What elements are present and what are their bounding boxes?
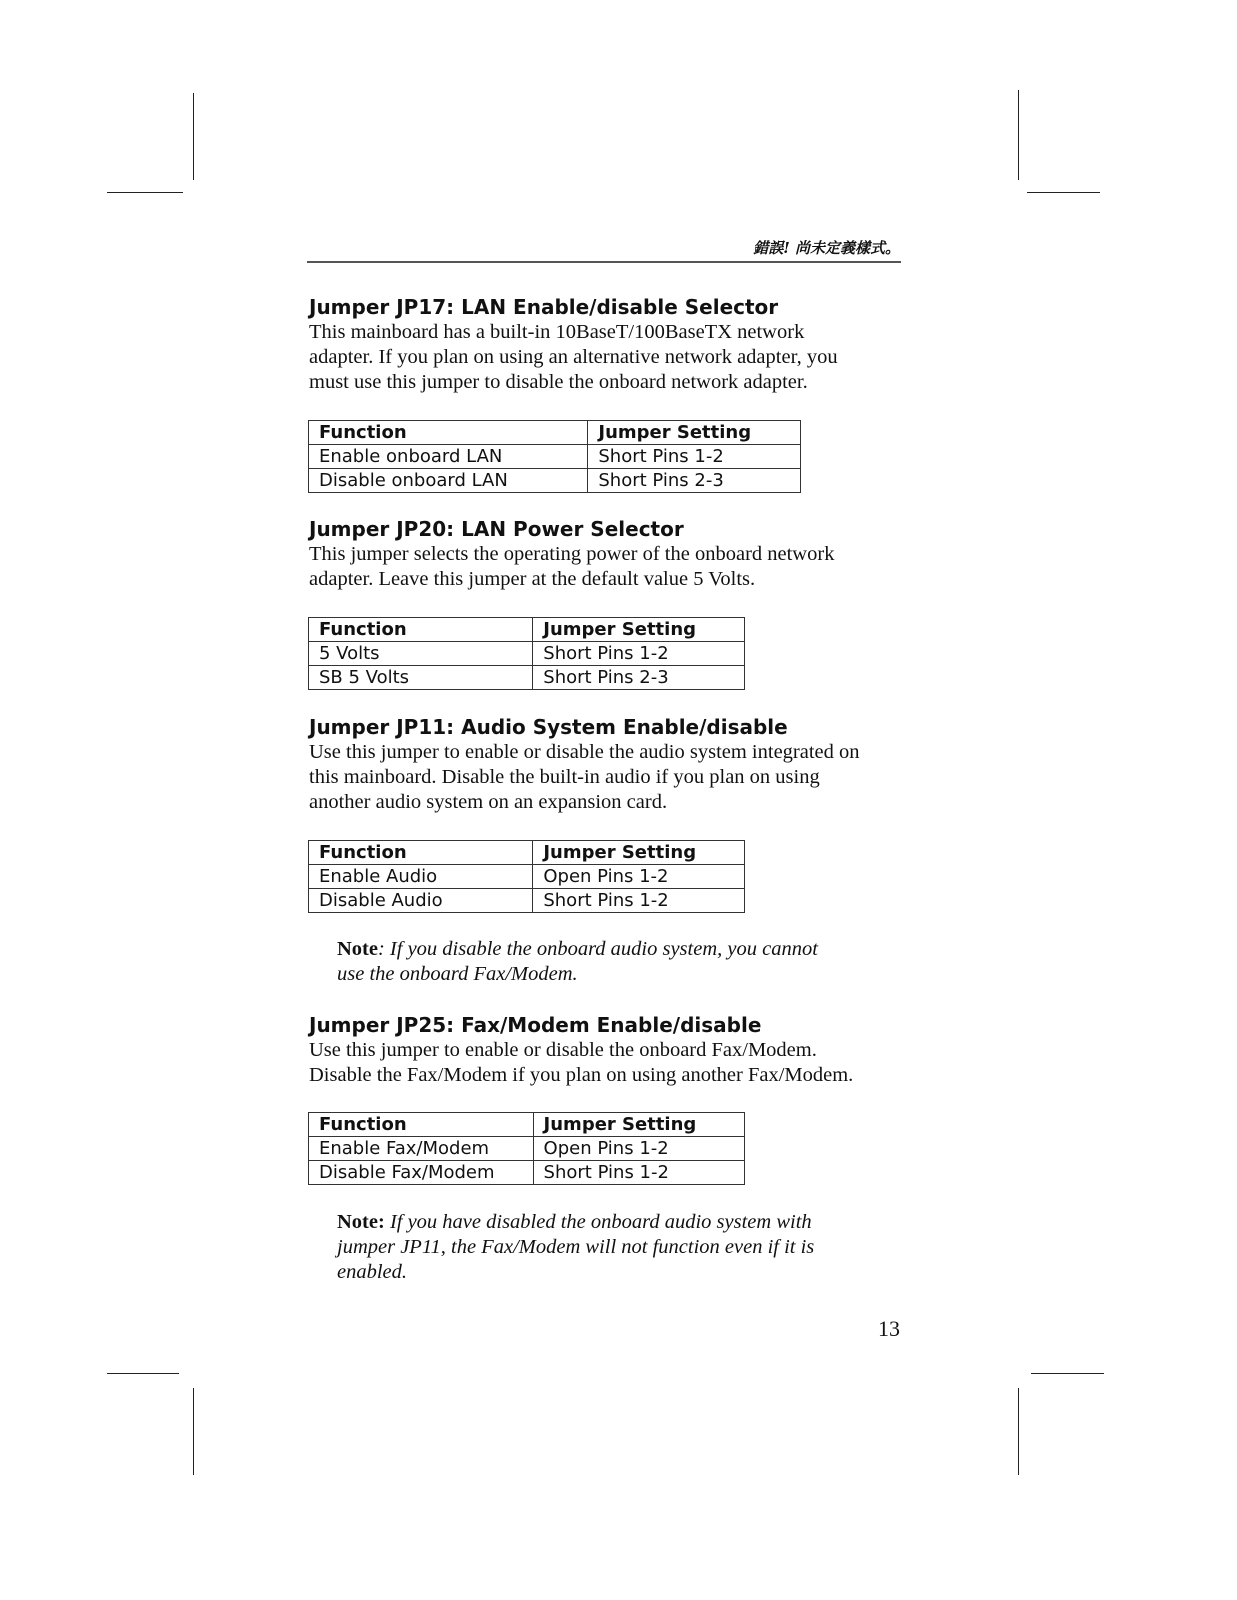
- table-header-cell: Function: [309, 618, 533, 642]
- section-heading-jp25: Jumper JP25: Fax/Modem Enable/disable: [309, 1013, 762, 1037]
- crop-mark: [193, 1388, 194, 1475]
- paragraph-line: This jumper selects the operating power of the onboard network: [309, 543, 835, 565]
- crop-mark: [1027, 192, 1100, 193]
- table-cell: Disable Fax/Modem: [309, 1161, 534, 1185]
- table-cell: 5 Volts: [309, 642, 533, 666]
- paragraph-line: adapter. If you plan on using an alternative network adapter, you: [309, 346, 838, 368]
- note-text: If you have disabled the onboard audio system with: [384, 1211, 812, 1233]
- note-label: Note: [337, 938, 378, 960]
- table-row: [309, 642, 745, 666]
- crop-mark: [107, 192, 183, 193]
- table-cell: Open Pins 1-2: [533, 1137, 744, 1161]
- running-header: 錯誤! 尚未定義樣式。: [753, 239, 900, 257]
- note-line: [337, 1210, 814, 1235]
- table-row: [309, 445, 801, 469]
- table-header-cell: Jumper Setting: [533, 841, 745, 865]
- crop-mark: [1018, 1388, 1019, 1475]
- note-label: Note:: [337, 1211, 385, 1233]
- table-cell: Short Pins 2-3: [533, 666, 745, 690]
- section-heading-jp17: Jumper JP17: LAN Enable/disable Selector: [309, 295, 779, 319]
- table-row: [309, 1137, 745, 1161]
- note-fax-modem: [337, 1210, 814, 1285]
- table-header-cell: Function: [309, 841, 533, 865]
- table-header-cell: Function: [309, 1113, 534, 1137]
- table-cell: Short Pins 1-2: [588, 445, 801, 469]
- paragraph-line: Disable the Fax/Modem if you plan on using another Fax/Modem.: [309, 1064, 854, 1086]
- table-cell: Disable onboard LAN: [309, 469, 588, 493]
- section-paragraph-jp25: [309, 1038, 853, 1088]
- table-header-cell: Jumper Setting: [588, 421, 801, 445]
- table-header-row: [309, 841, 745, 865]
- section-paragraph-jp17: [309, 320, 838, 395]
- table-header-row: [309, 421, 801, 445]
- page-number: 13: [878, 1316, 900, 1341]
- paragraph-line: adapter. Leave this jumper at the default value 5 Volts.: [309, 568, 756, 590]
- table-cell: Disable Audio: [309, 889, 533, 913]
- table-cell: Short Pins 1-2: [533, 889, 745, 913]
- header-rule: [307, 261, 901, 263]
- table-row: [309, 469, 801, 493]
- table-cell: SB 5 Volts: [309, 666, 533, 690]
- table-cell: Enable Fax/Modem: [309, 1137, 534, 1161]
- paragraph-line: This mainboard has a built-in 10BaseT/100BaseTX network: [309, 321, 805, 343]
- table-cell: Short Pins 2-3: [588, 469, 801, 493]
- table-cell: Short Pins 1-2: [533, 642, 745, 666]
- paragraph-line: another audio system on an expansion card.: [309, 791, 668, 813]
- crop-mark: [107, 1373, 179, 1374]
- table-cell: Short Pins 1-2: [533, 1161, 744, 1185]
- note-text: : If you disable the onboard audio system, you cannot: [377, 938, 818, 960]
- note-audio: [337, 937, 818, 987]
- table-row: [309, 889, 745, 913]
- table-header-row: [309, 1113, 745, 1137]
- crop-mark: [1018, 90, 1019, 180]
- jumper-table-jp20: [308, 617, 745, 690]
- table-row: [309, 865, 745, 889]
- note-line: use the onboard Fax/Modem.: [337, 963, 578, 985]
- crop-mark: [1031, 1373, 1104, 1374]
- table-cell: Open Pins 1-2: [533, 865, 745, 889]
- jumper-table-jp17: [308, 420, 801, 493]
- paragraph-line: Use this jumper to enable or disable the audio system integrated on: [309, 741, 860, 763]
- note-line: jumper JP11, the Fax/Modem will not function even if it is: [337, 1236, 815, 1258]
- jumper-table-jp11: [308, 840, 745, 913]
- crop-mark: [193, 93, 194, 180]
- table-header-row: [309, 618, 745, 642]
- table-header-cell: Function: [309, 421, 588, 445]
- table-header-cell: Jumper Setting: [533, 618, 745, 642]
- table-header-cell: Jumper Setting: [533, 1113, 744, 1137]
- paragraph-line: Use this jumper to enable or disable the onboard Fax/Modem.: [309, 1039, 817, 1061]
- section-heading-jp20: Jumper JP20: LAN Power Selector: [309, 517, 684, 541]
- section-heading-jp11: Jumper JP11: Audio System Enable/disable: [309, 715, 788, 739]
- note-line: [337, 937, 818, 962]
- paragraph-line: this mainboard. Disable the built-in audio if you plan on using: [309, 766, 820, 788]
- note-line: enabled.: [337, 1261, 408, 1283]
- section-paragraph-jp20: [309, 542, 834, 592]
- jumper-table-jp25: [308, 1112, 745, 1185]
- section-paragraph-jp11: [309, 740, 860, 815]
- table-cell: Enable onboard LAN: [309, 445, 588, 469]
- paragraph-line: must use this jumper to disable the onboard network adapter.: [309, 371, 808, 393]
- table-row: [309, 1161, 745, 1185]
- table-cell: Enable Audio: [309, 865, 533, 889]
- table-row: [309, 666, 745, 690]
